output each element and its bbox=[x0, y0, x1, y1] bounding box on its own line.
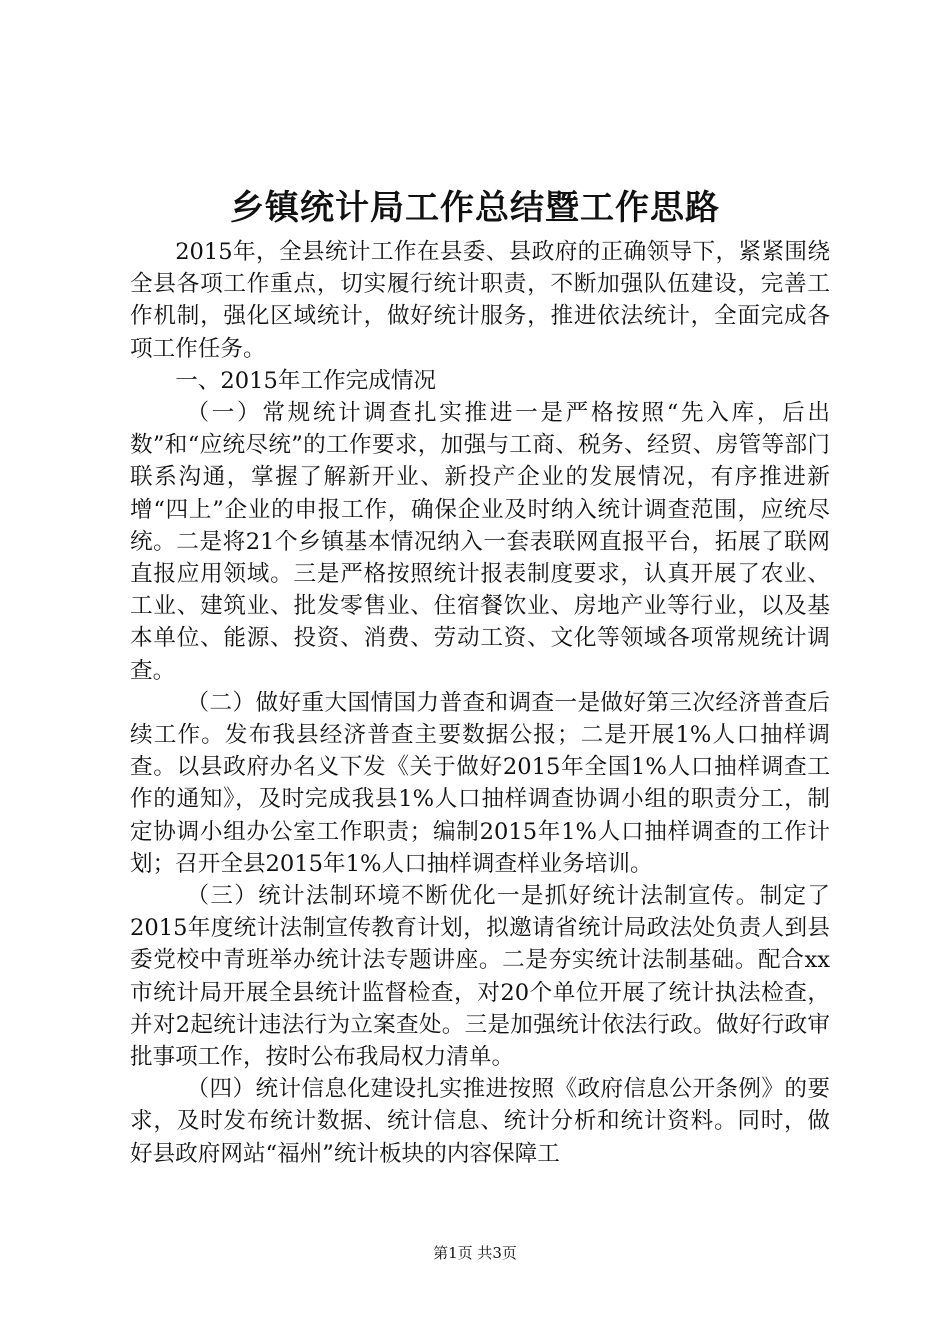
paragraph-legal-environment: （三）统计法制环境不断优化一是抓好统计法制宣传。制定了2015年度统计法制宣传教育计划，拟邀请省统计局政法处负责人到县委党校中青班举办统计法专题讲座。二是夯实统计法制基础。配合xx市统计局开展全县统计监督检查，对20个单位开展了统计执法检查，并对2起统计违法行为立案查处。三是加强统计依法行政。做好行政审批事项工作，按时公布我局权力清单。 bbox=[130, 883, 830, 1071]
paragraph-routine-survey: （一）常规统计调查扎实推进一是严格按照“先入库，后出数”和“应统尽统”的工作要求，加强与工商、税务、经贸、房管等部门联系沟通，掌握了解新开业、新投产企业的发展情况，有序推进新增“四上”企业的申报工作，确保企业及时纳入统计调查范围，应统尽统。二是将21个乡镇基本情况纳入一套表联网直报平台，拓展了联网直报应用领域。三是严格按照统计报表制度要求，认真开展了农业、工业、建筑业、批发零售业、住宿餐饮业、房地产业等行业，以及基本单位、能源、投资、消费、劳动工资、文化等领域各项常规统计调查。 bbox=[130, 400, 830, 684]
paragraph-intro: 2015年，全县统计工作在县委、县政府的正确领导下，紧紧围绕全县各项工作重点，切实履行统计职责，不断加强队伍建设，完善工作机制，强化区域统计，做好统计服务，推进依法统计，全面完成各项工作任务。 bbox=[130, 239, 830, 362]
document-body bbox=[130, 236, 830, 1170]
page-number-footer: 第1页 共3页 bbox=[433, 1244, 517, 1262]
section-heading: 一、2015年工作完成情况 bbox=[175, 367, 437, 394]
document-title: 乡镇统计局工作总结暨工作思路 bbox=[230, 188, 720, 228]
paragraph-census: （二）做好重大国情国力普查和调查一是做好第三次经济普查后续工作。发布我县经济普查主要数据公报；二是开展1%人口抽样调查。以县政府办名义下发《关于做好2015年全国1%人口抽样调查工作的通知》，及时完成我县1%人口抽样调查协调小组的职责分工，制定协调小组办公室工作职责；编制2015年1%人口抽样调查的工作计划；召开全县2015年1%人口抽样调查样业务培训。 bbox=[130, 689, 830, 877]
paragraph-informatization: （四）统计信息化建设扎实推进按照《政府信息公开条例》的要求，及时发布统计数据、统计信息、统计分析和统计资料。同时，做好县政府网站“福州”统计板块的内容保障工 bbox=[130, 1076, 830, 1167]
